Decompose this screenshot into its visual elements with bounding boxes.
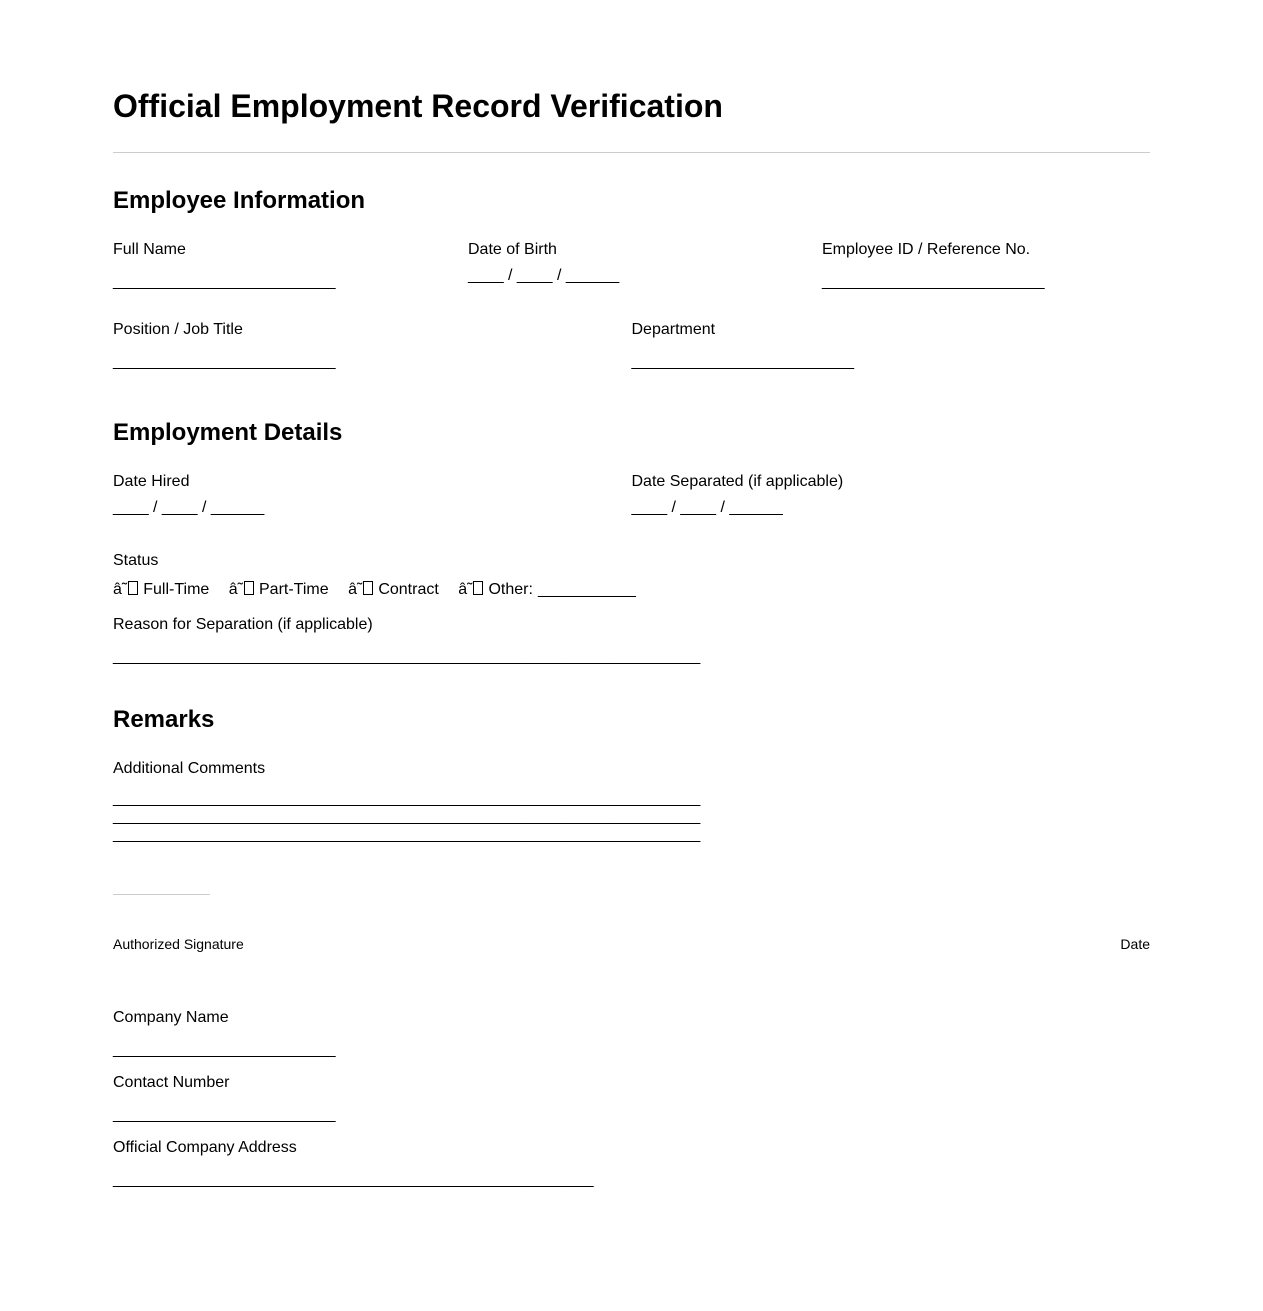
additional-comments-label: Additional Comments xyxy=(113,760,266,777)
status-option-label: Other: xyxy=(488,581,533,598)
position-blank-line: _________________________ xyxy=(113,353,336,370)
reason-for-separation-label: Reason for Separation (if applicable) xyxy=(113,616,373,633)
status-option-label: Contract xyxy=(378,581,439,598)
status-other-blank-line: ___________ xyxy=(537,581,636,598)
employee-info-row-1 xyxy=(113,240,1150,291)
status-option-label: Full-Time xyxy=(143,581,210,598)
department-blank-line: _________________________ xyxy=(631,353,854,370)
status-option-label: Part-Time xyxy=(259,581,329,598)
company-name-blank-line: _________________________ xyxy=(113,1041,336,1058)
status-option-other xyxy=(458,581,636,598)
field-full-name xyxy=(113,240,468,291)
field-position xyxy=(113,320,632,371)
date-separated-label: Date Separated (if applicable) xyxy=(631,473,844,490)
additional-comments-lines xyxy=(113,790,1150,844)
date-hired-label: Date Hired xyxy=(113,473,190,490)
field-company-address xyxy=(113,1138,1150,1189)
mojibake-checkbox-glyph: â˜ xyxy=(113,581,128,598)
date-of-birth-label: Date of Birth xyxy=(468,241,557,258)
section-heading-remarks: Remarks xyxy=(113,706,215,733)
mojibake-checkbox-glyph: â˜ xyxy=(228,581,243,598)
field-employee-id xyxy=(822,240,1150,291)
status-label: Status xyxy=(113,552,159,569)
tofu-box-icon xyxy=(244,581,254,595)
tofu-box-icon xyxy=(473,581,483,595)
comments-blank-line: __________________________________________________________________ xyxy=(113,790,701,807)
employment-dates-row xyxy=(113,472,1150,517)
company-address-label: Official Company Address xyxy=(113,1139,297,1156)
field-company-name xyxy=(113,1008,1150,1059)
contact-number-label: Contact Number xyxy=(113,1074,230,1091)
employee-id-label: Employee ID / Reference No. xyxy=(822,241,1031,258)
full-name-label: Full Name xyxy=(113,241,186,258)
section-heading-employment-details: Employment Details xyxy=(113,419,343,446)
company-name-label: Company Name xyxy=(113,1009,229,1026)
field-date-hired xyxy=(113,472,632,517)
section-heading-employee-information: Employee Information xyxy=(113,187,366,214)
status-option-full-time xyxy=(113,581,209,598)
signature-row xyxy=(113,936,1150,952)
authorized-signature-label: Authorized Signature xyxy=(113,936,244,952)
date-separated-blank: ____ / ____ / ______ xyxy=(631,499,783,516)
employee-id-blank-line: _________________________ xyxy=(822,273,1045,290)
mojibake-checkbox-glyph: â˜ xyxy=(458,581,473,598)
mojibake-checkbox-glyph: â˜ xyxy=(348,581,363,598)
comments-blank-line: __________________________________________________________________ xyxy=(113,808,701,825)
field-date-of-birth xyxy=(468,240,822,291)
field-contact-number xyxy=(113,1073,1150,1124)
full-name-blank-line: _________________________ xyxy=(113,273,336,290)
reason-for-separation-blank-line: __________________________________________________________________ xyxy=(113,648,701,665)
title-divider xyxy=(113,152,1150,153)
tofu-box-icon xyxy=(363,581,373,595)
company-address-blank-line: ______________________________________________________ xyxy=(113,1171,594,1188)
employee-info-row-2 xyxy=(113,320,1150,371)
status-option-contract xyxy=(348,581,439,598)
date-of-birth-blank: ____ / ____ / ______ xyxy=(468,267,620,284)
tofu-box-icon xyxy=(128,581,138,595)
department-label: Department xyxy=(631,321,716,338)
status-option-part-time xyxy=(229,581,329,598)
position-label: Position / Job Title xyxy=(113,321,243,338)
contact-number-blank-line: _________________________ xyxy=(113,1106,336,1123)
signature-rule xyxy=(113,894,210,895)
status-options-row xyxy=(113,580,1150,599)
comments-blank-line: __________________________________________________________________ xyxy=(113,826,701,843)
field-department xyxy=(632,320,1151,371)
page-title: Official Employment Record Verification xyxy=(113,88,723,124)
field-date-separated xyxy=(632,472,1151,517)
signature-date-label: Date xyxy=(1120,936,1150,952)
date-hired-blank: ____ / ____ / ______ xyxy=(113,499,265,516)
